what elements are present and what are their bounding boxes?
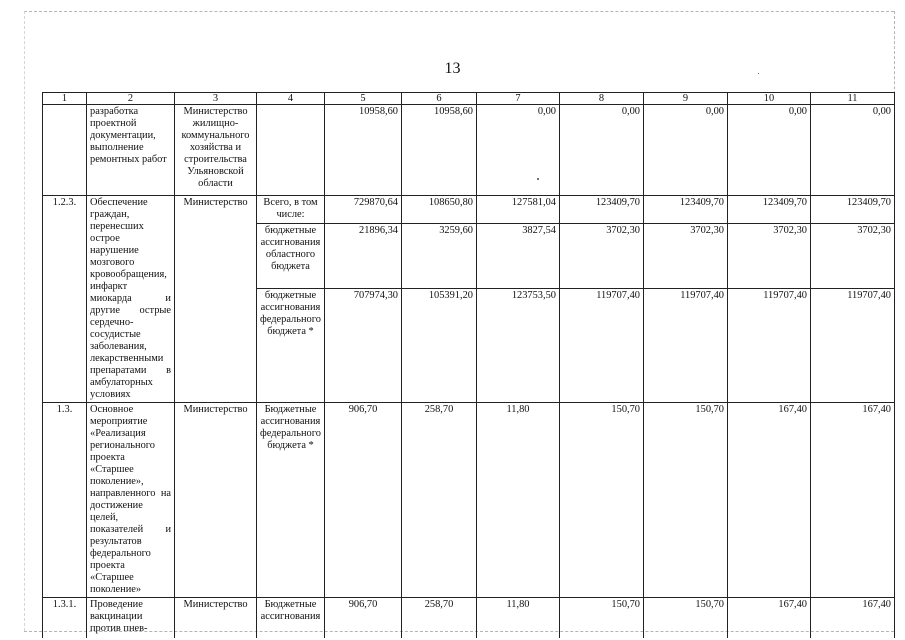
value-year: 0,00 (811, 105, 895, 196)
table-row (43, 598, 895, 638)
executor: Министерство жилищно-коммунального хозяйства и строительства Ульяновской области (175, 105, 257, 196)
value-year: 167,40 (811, 403, 895, 598)
value-year: 0,00 (560, 105, 644, 196)
value-total: 906,70 (325, 598, 402, 638)
value-year: 119707,40 (811, 289, 895, 403)
budget-table (42, 92, 895, 638)
page-frame-top (24, 11, 894, 12)
column-header: 3 (175, 93, 257, 105)
value-total: 21896,34 (325, 224, 402, 289)
value-year: 150,70 (644, 598, 728, 638)
table-row (43, 403, 895, 598)
value-year: 0,00 (644, 105, 728, 196)
value-total: 707974,30 (325, 289, 402, 403)
column-header: 9 (644, 93, 728, 105)
value-year: 258,70 (402, 403, 477, 598)
value-total: 906,70 (325, 403, 402, 598)
value-year: 123409,70 (728, 196, 811, 224)
funding-source: Бюджетные ассигнования (257, 598, 325, 638)
funding-source: бюджетные ассигнования областного бюджета (257, 224, 325, 289)
value-year: 3702,30 (728, 224, 811, 289)
executor: Министерство (175, 598, 257, 638)
page-number: 13 (444, 60, 461, 77)
value-year: 123753,50 (477, 289, 560, 403)
value-year: 11,80 (477, 598, 560, 638)
page-frame-left (24, 11, 25, 631)
value-year: 108650,80 (402, 196, 477, 224)
value-year: 3827,54 (477, 224, 560, 289)
row-number (43, 105, 87, 196)
column-header: 8 (560, 93, 644, 105)
activity-name: Обеспечение граждан, перенесших острое нарушение мозгового кровообращения, инфаркт миокарда и другие острые сердечно-сосудистые заболевания, лекарственными препаратами в амбулаторных условиях (87, 196, 175, 403)
funding-source: Бюджетные ассигнования федерального бюджета * (257, 403, 325, 598)
value-year: 3259,60 (402, 224, 477, 289)
value-year: 119707,40 (728, 289, 811, 403)
row-number: 1.3. (43, 403, 87, 598)
row-number: 1.3.1. (43, 598, 87, 638)
column-header: 4 (257, 93, 325, 105)
value-year: 127581,04 (477, 196, 560, 224)
value-year: 150,70 (560, 403, 644, 598)
column-header: 1 (43, 93, 87, 105)
funding-source: бюджетные ассигнования федерального бюджета * (257, 289, 325, 403)
row-number: 1.2.3. (43, 196, 87, 403)
value-year: 123409,70 (560, 196, 644, 224)
value-year: 0,00 (477, 105, 560, 196)
value-year: 3702,30 (644, 224, 728, 289)
value-year: 123409,70 (644, 196, 728, 224)
value-year: 119707,40 (644, 289, 728, 403)
table-row (43, 196, 895, 224)
value-total: 729870,64 (325, 196, 402, 224)
value-year: 258,70 (402, 598, 477, 638)
value-year: 167,40 (728, 598, 811, 638)
value-year: 167,40 (811, 598, 895, 638)
column-header: 11 (811, 93, 895, 105)
table-header-row (43, 93, 895, 105)
column-header: 2 (87, 93, 175, 105)
funding-source: Всего, в том числе: (257, 196, 325, 224)
value-year: 150,70 (644, 403, 728, 598)
activity-name: разработка проектной документации, выполнение ремонтных работ (87, 105, 175, 196)
value-year: 3702,30 (811, 224, 895, 289)
executor: Министерство (175, 196, 257, 403)
column-header: 7 (477, 93, 560, 105)
value-year: 150,70 (560, 598, 644, 638)
value-year: 167,40 (728, 403, 811, 598)
value-total: 10958,60 (325, 105, 402, 196)
value-year: 3702,30 (560, 224, 644, 289)
executor: Министерство (175, 403, 257, 598)
table-row (43, 105, 895, 196)
activity-name: Основное мероприятие «Реализация регионального проекта «Старшее поколение», направленного на достижение целей, показателей и результатов федерального проекта «Старшее поколение» (87, 403, 175, 598)
column-header: 10 (728, 93, 811, 105)
value-year: 119707,40 (560, 289, 644, 403)
value-year: 0,00 (728, 105, 811, 196)
value-year: 10958,60 (402, 105, 477, 196)
value-year: 123409,70 (811, 196, 895, 224)
value-year: 11,80 (477, 403, 560, 598)
column-header: 6 (402, 93, 477, 105)
column-header: 5 (325, 93, 402, 105)
value-year: 105391,20 (402, 289, 477, 403)
funding-source (257, 105, 325, 196)
activity-name: Проведение вакцинации против пнев- (87, 598, 175, 638)
